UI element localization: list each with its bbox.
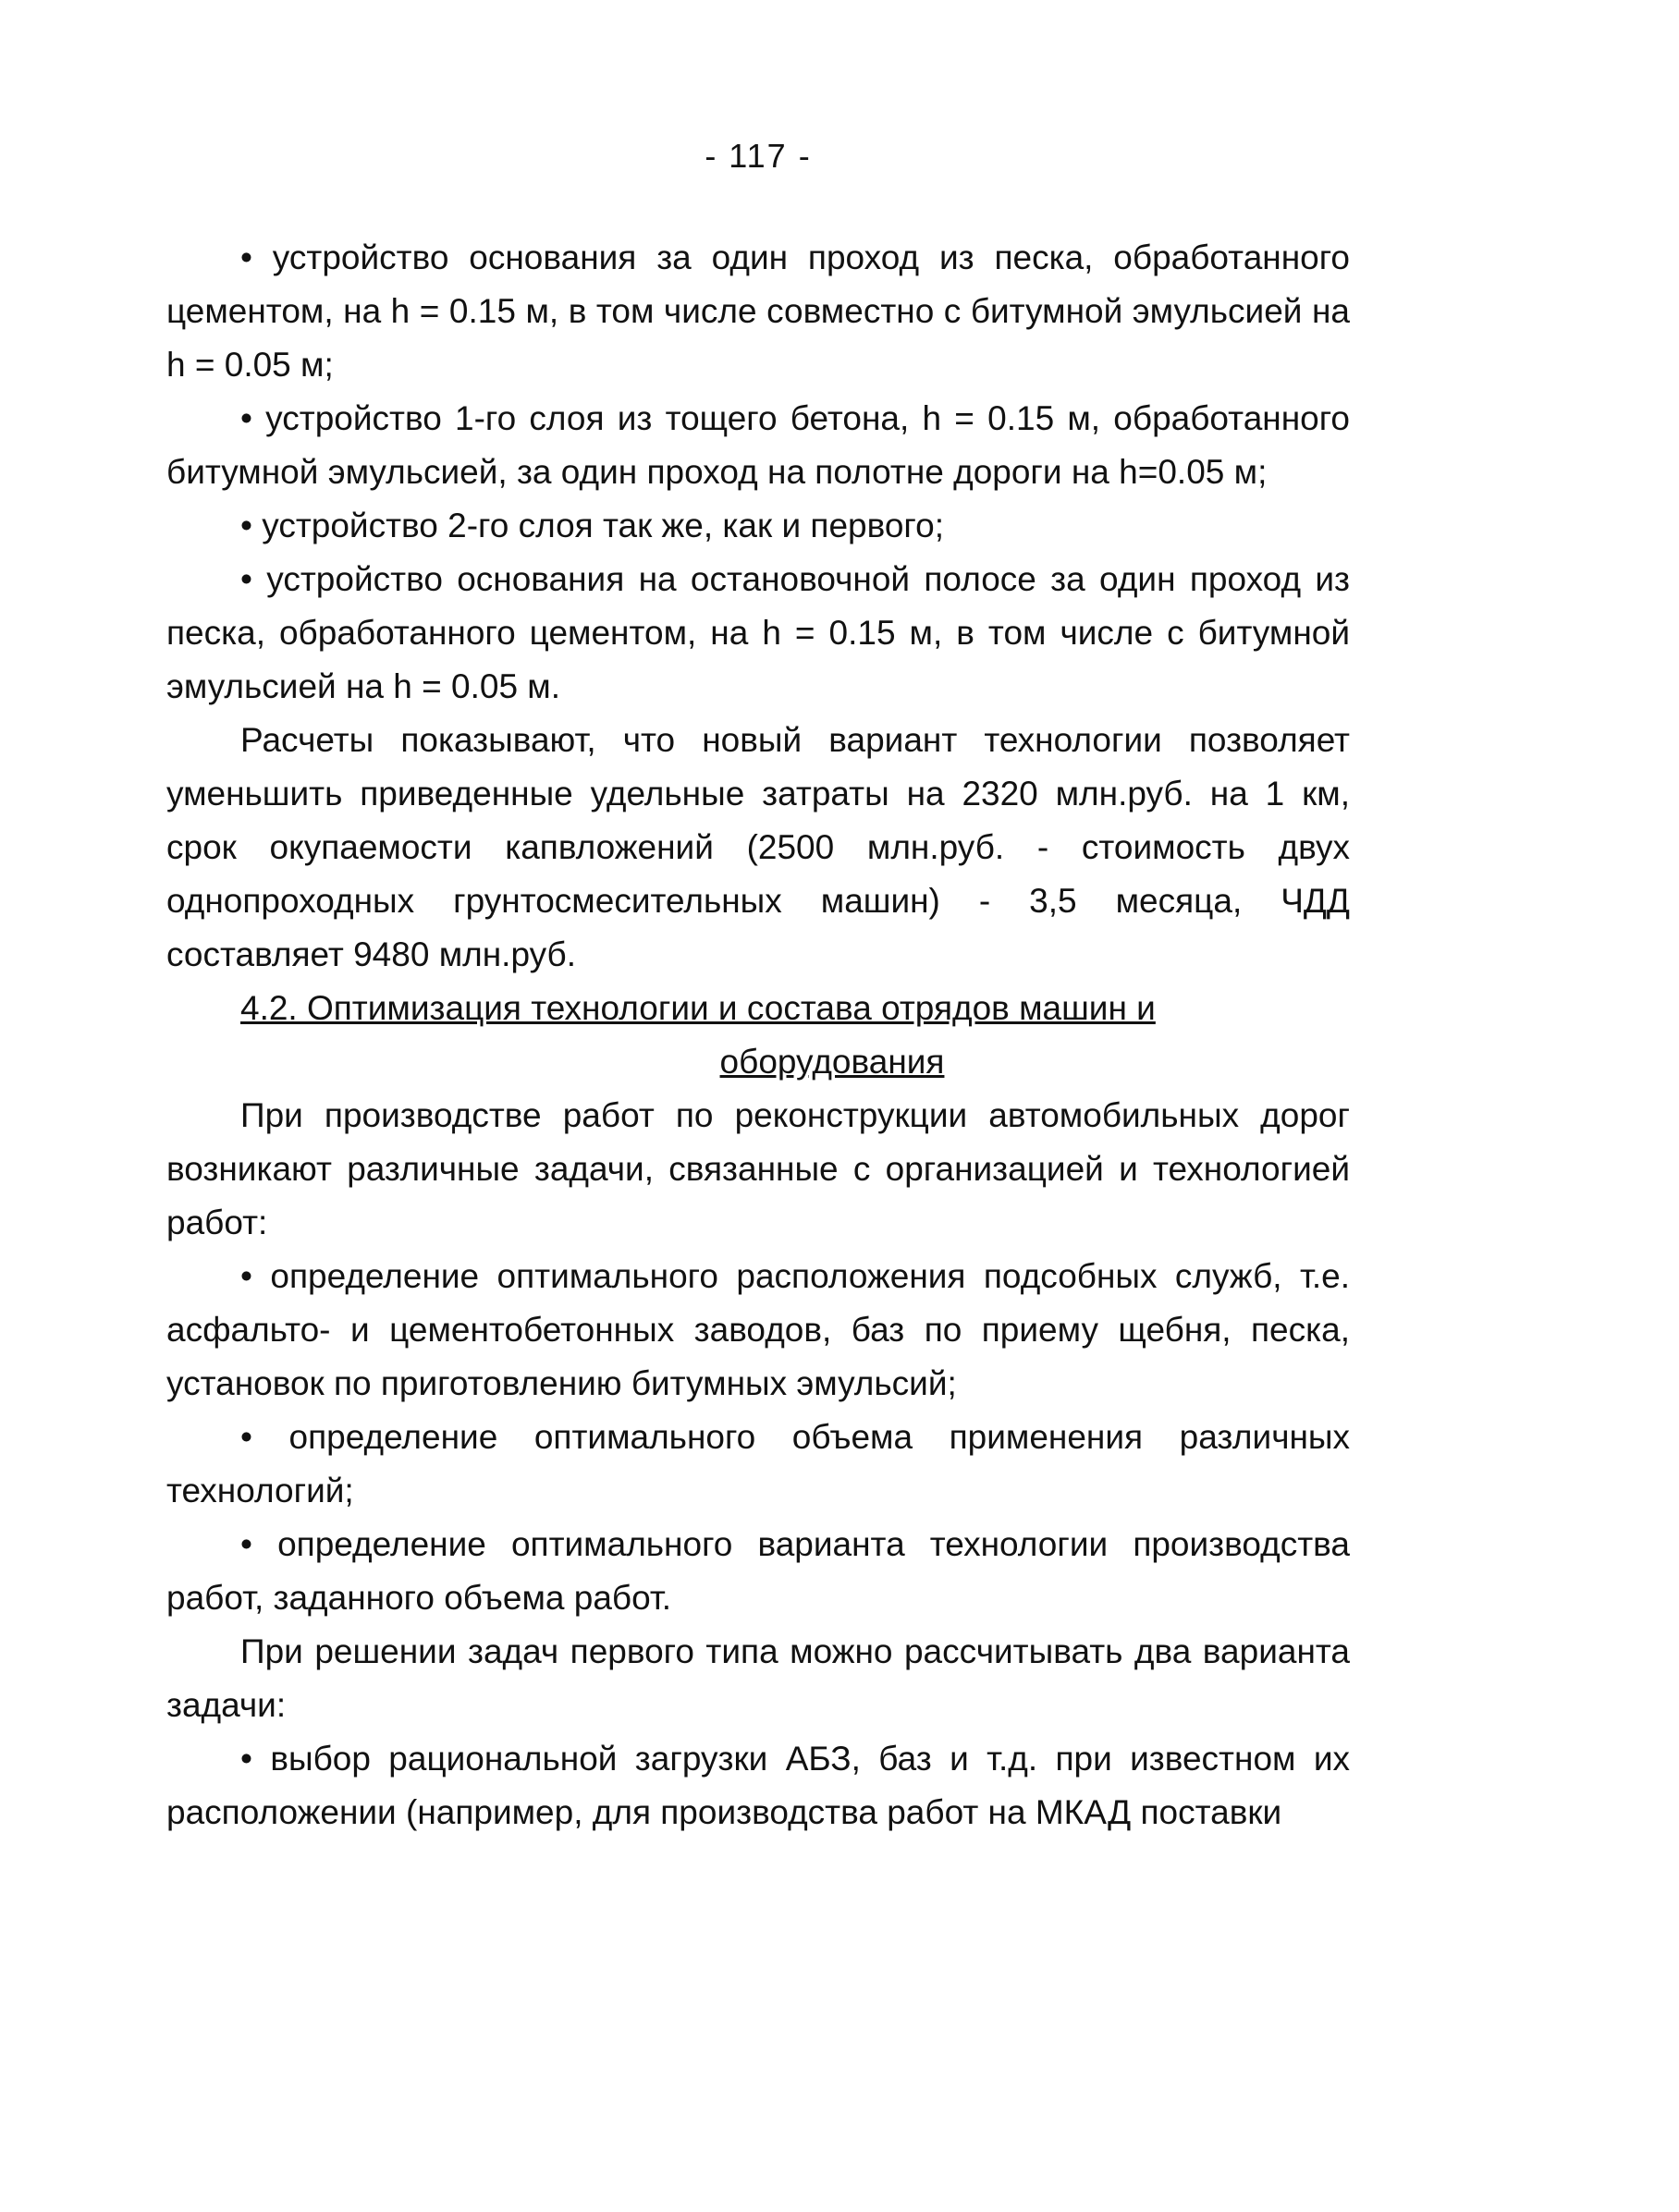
section-heading-continuation: оборудования (719, 1043, 945, 1081)
paragraph: При производстве работ по реконструкции автомобильных дорог возникают различные задачи, связанные с организацией и технологией работ: (166, 1096, 1350, 1241)
page-number: - 117 - (705, 137, 812, 175)
list-item: • устройство основания за один проход из песка, обработанного цементом, на h = 0.15 м, в том числе совместно с битумной эмульсией на h = 0.05 м; (166, 238, 1350, 384)
list-item: • выбор рациональной загрузки АБЗ, баз и т.д. при известном их расположении (например, для производства работ на МКАД поставки (166, 1740, 1350, 1831)
list-item: • устройство 1-го слоя из тощего бетона, h = 0.15 м, обработанного битумной эмульсией, за один проход на полотне дороги на h=0.05 м; (166, 399, 1350, 491)
page-body (166, 231, 1350, 1839)
list-item: • устройство основания на остановочной полосе за один проход из песка, обработанного цементом, на h = 0.15 м, в том числе с битумной эмульсией на h = 0.05 м. (166, 560, 1350, 705)
list-item: • определение оптимального расположения подсобных служб, т.е. асфальто- и цементобетонных заводов, баз по приему щебня, песка, установок по приготовлению битумных эмульсий; (166, 1257, 1350, 1402)
list-item: • определение оптимального объема применения различных технологий; (166, 1418, 1350, 1509)
section-heading: 4.2. Оптимизация технологии и состава отрядов машин и (240, 989, 1156, 1027)
paragraph: При решении задач первого типа можно рассчитывать два варианта задачи: (166, 1632, 1350, 1724)
list-item: • определение оптимального варианта технологии производства работ, заданного объема работ. (166, 1525, 1350, 1617)
paragraph: Расчеты показывают, что новый вариант технологии позволяет уменьшить приведенные удельные затраты на 2320 млн.руб. на 1 км, срок окупаемости капвложений (2500 млн.руб. - стоимость двух однопроходных грунтосмесительных машин) - 3,5 месяца, ЧДД составляет 9480 млн.руб. (166, 721, 1350, 973)
list-item: • устройство 2-го слоя так же, как и первого; (240, 507, 944, 544)
